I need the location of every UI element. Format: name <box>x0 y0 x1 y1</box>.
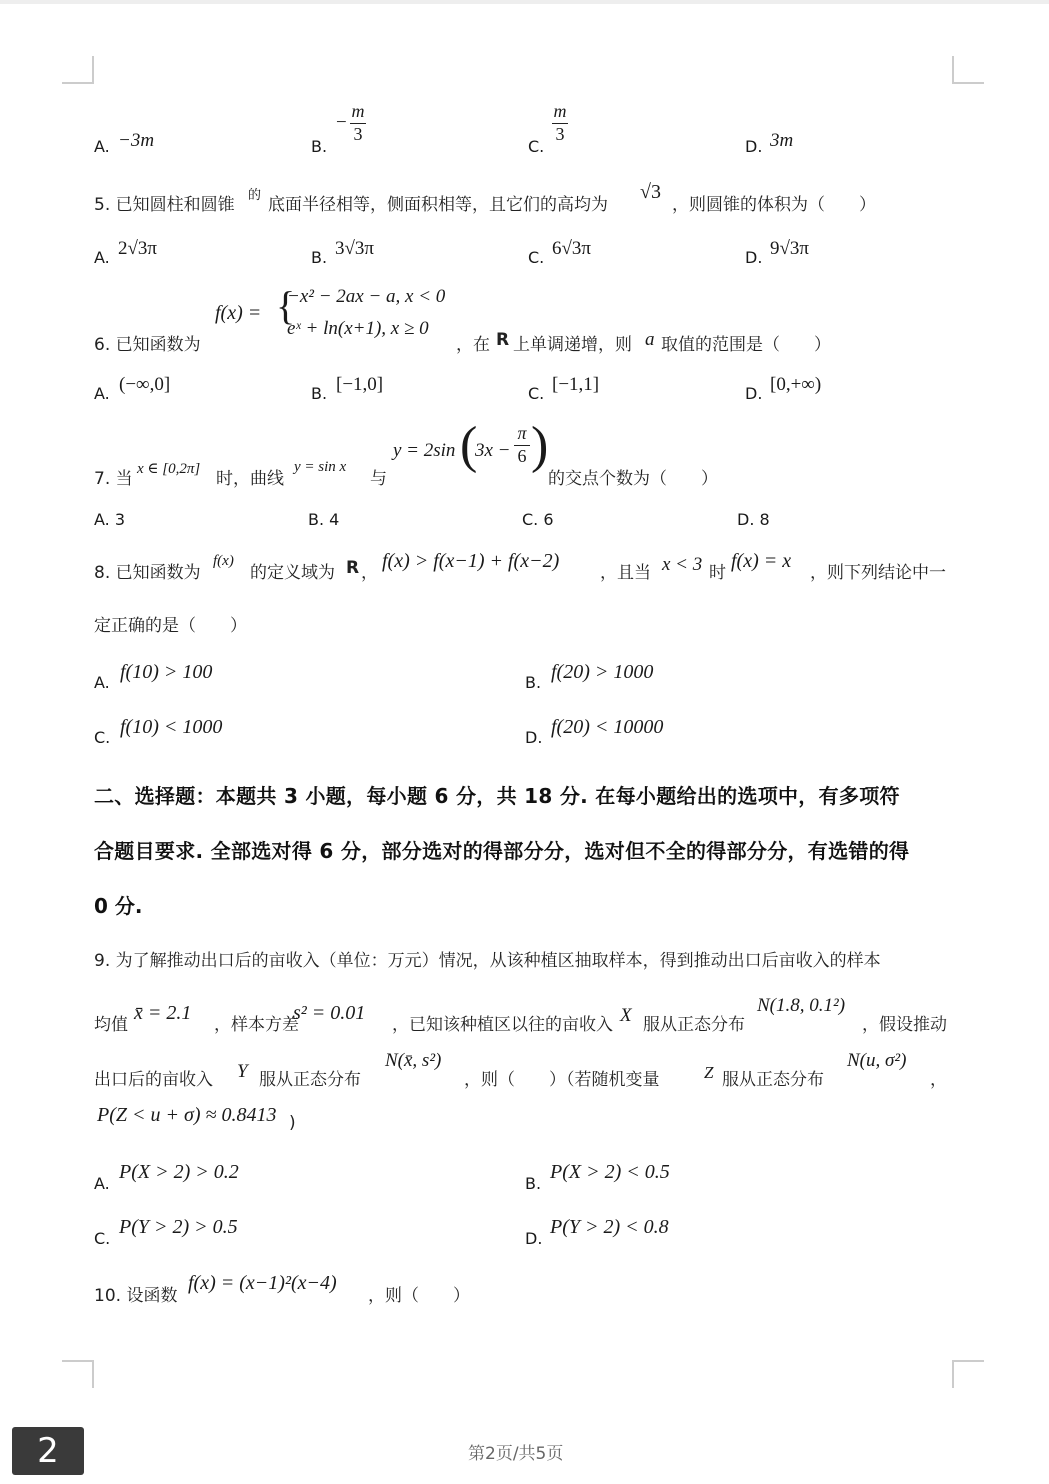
crop-mark-bottom-right <box>952 1360 984 1388</box>
q6-option-d: [0,+∞) <box>770 374 822 395</box>
q4-option-d: 3m <box>770 130 794 151</box>
q6-var-a: a <box>645 329 655 350</box>
q9-dist-y: N(x̄, s²) <box>385 1050 442 1071</box>
q9-l2-text-c: ，已知该种植区以往的亩收入 <box>392 1015 613 1035</box>
q9-option-b: P(X > 2) < 0.5 <box>550 1161 670 1183</box>
q8-option-d-label: D. <box>525 728 543 747</box>
section-2-line-1: 二、选择题：本题共 3 小题，每小题 6 分，共 18 分. 在每小题给出的选项中，有多项符 <box>94 784 900 808</box>
q8-option-b-label: B. <box>525 673 542 692</box>
crop-mark-top-left <box>62 56 94 84</box>
q8-text-b: 的定义域为 <box>250 563 335 583</box>
q4-option-b-sign: − <box>336 112 347 133</box>
q8-option-c: f(10) < 1000 <box>120 716 223 738</box>
q4-option-c-fraction <box>552 102 568 145</box>
crop-mark-bottom-left <box>62 1360 94 1388</box>
q9-sample-variance: s² = 0.01 <box>293 1002 366 1024</box>
q8-option-c-label: C. <box>94 728 111 747</box>
top-border <box>0 0 1049 4</box>
q8-option-d: f(20) < 10000 <box>551 716 664 738</box>
q7-paren-left: ( <box>460 417 478 474</box>
q9-l2-text-d: 服从正态分布 <box>643 1015 745 1035</box>
q5-option-b: 3√3π <box>335 238 375 259</box>
q6-f-lhs: f(x) = <box>215 302 262 324</box>
section-2-line-2: 合题目要求. 全部选对得 6 分，部分选对的得部分分，选对但不全的得部分分，有选错的得 <box>94 839 910 863</box>
q6-case-1: −x² − 2ax − a, x < 0 <box>287 286 446 307</box>
q9-l2-text-e: ，假设推动 <box>862 1015 947 1035</box>
q6-text-d: 取值的范围是（ ） <box>661 335 831 355</box>
q9-l3-text-e: ， <box>930 1070 947 1090</box>
q5-option-c-label: C. <box>528 248 545 267</box>
q8-text-a: 8. 已知函数为 <box>94 563 201 583</box>
q5-option-a-label: A. <box>94 248 110 267</box>
q10-text-b: ，则（ ） <box>368 1286 470 1306</box>
q6-option-c: [−1,1] <box>552 374 600 395</box>
q6-text-b: ，在 <box>456 335 490 355</box>
q6-text-a: 6. 已知函数为 <box>94 335 201 355</box>
q7-option-c: C. 6 <box>522 510 554 529</box>
q9-option-c: P(Y > 2) > 0.5 <box>119 1216 238 1238</box>
q5-text-sup: 的 <box>248 188 262 203</box>
q5-option-b-label: B. <box>311 248 328 267</box>
denominator: 3 <box>353 123 363 144</box>
q9-option-c-label: C. <box>94 1229 111 1248</box>
q9-l3-text-c: ，则（ ）（若随机变量 <box>464 1070 660 1090</box>
q9-var-x: X <box>620 1005 632 1026</box>
q9-l2-text-b: ，样本方差 <box>214 1015 299 1035</box>
numerator: π <box>517 423 527 443</box>
q8-text-c: ，且当 <box>600 563 651 583</box>
q6-text-c: 上单调递增，则 <box>513 335 632 355</box>
q9-option-a: P(X > 2) > 0.2 <box>119 1161 239 1183</box>
section-2-line-3: 0 分. <box>94 894 143 918</box>
q7-text-d: 的交点个数为（ ） <box>548 469 718 489</box>
q6-option-b-label: B. <box>311 384 328 403</box>
q4-option-b-label: B. <box>311 137 328 156</box>
q9-reference-prob: P(Z < u + σ) ≈ 0.8413 <box>97 1104 277 1126</box>
q8-text-e: ，则下列结论中一 <box>810 563 946 583</box>
q7-condition: x ∈ [0,2π] <box>137 461 201 477</box>
q7-fraction <box>514 424 530 467</box>
q4-option-a-label: A. <box>94 137 110 156</box>
q7-option-a: A. 3 <box>94 510 126 529</box>
q9-l2-text-a: 均值 <box>94 1015 128 1035</box>
q7-curve-1: y = sin x <box>294 459 347 475</box>
q5-option-a: 2√3π <box>118 238 158 259</box>
q4-option-b-fraction <box>350 102 366 145</box>
q5-text-a: 5. 已知圆柱和圆锥 <box>94 195 235 215</box>
q8-option-b: f(20) > 1000 <box>551 661 654 683</box>
q9-l3-text-a: 出口后的亩收入 <box>94 1070 213 1090</box>
q4-option-c-label: C. <box>528 137 545 156</box>
q5-text-b: 底面半径相等，侧面积相等，且它们的高均为 <box>268 195 608 215</box>
q5-option-d-label: D. <box>745 248 763 267</box>
q8-text-d: 时 <box>709 563 726 583</box>
q8-option-a: f(10) > 100 <box>120 661 213 683</box>
q7-curve-2-pre: y = 2sin <box>393 440 456 461</box>
q7-paren-right: ) <box>531 417 549 474</box>
q5-height: √3 <box>640 181 661 203</box>
numerator: m <box>351 101 365 121</box>
q9-dist-z: N(u, σ²) <box>847 1050 907 1071</box>
q7-text-b: 时，曲线 <box>216 469 284 489</box>
q8-inequality: f(x) > f(x−1) + f(x−2) <box>382 550 560 572</box>
q8-fx: f(x) <box>213 553 234 569</box>
q9-option-a-label: A. <box>94 1174 110 1193</box>
q9-l3-text-b: 服从正态分布 <box>259 1070 361 1090</box>
q5-option-d: 9√3π <box>770 238 810 259</box>
q8-bold-r: R <box>346 558 360 578</box>
q10-function: f(x) = (x−1)²(x−4) <box>188 1272 337 1294</box>
q6-option-c-label: C. <box>528 384 545 403</box>
q9-line-1: 9. 为了解推动出口后的亩收入（单位：万元）情况，从该种植区抽取样本，得到推动出口后亩收入的样本 <box>94 951 881 971</box>
q9-option-b-label: B. <box>525 1174 542 1193</box>
q6-option-a: (−∞,0] <box>119 374 171 395</box>
q9-l4-close: ) <box>289 1113 296 1133</box>
q4-option-a: −3m <box>118 130 155 151</box>
q9-option-d-label: D. <box>525 1229 543 1248</box>
denominator: 3 <box>555 123 565 144</box>
q7-curve-2-inner: 3x − <box>475 440 511 461</box>
q8-condition: x < 3 <box>662 554 703 575</box>
crop-mark-top-right <box>952 56 984 84</box>
q6-option-a-label: A. <box>94 384 110 403</box>
q9-var-y: Y <box>237 1061 248 1082</box>
q10-text-a: 10. 设函数 <box>94 1286 178 1306</box>
q9-dist-x: N(1.8, 0.1²) <box>757 995 846 1016</box>
denominator: 6 <box>517 445 527 466</box>
q5-text-c: ，则圆锥的体积为（ ） <box>672 195 876 215</box>
q7-option-b: B. 4 <box>308 510 340 529</box>
q9-l3-text-d: 服从正态分布 <box>722 1070 824 1090</box>
q6-bold-r: R <box>496 330 510 350</box>
q5-option-c: 6√3π <box>552 238 592 259</box>
q7-text-c: 与 <box>370 469 387 489</box>
q6-option-d-label: D. <box>745 384 763 403</box>
page-footer: 第2页/共5页 <box>468 1444 564 1464</box>
q4-option-d-label: D. <box>745 137 763 156</box>
q8-equation: f(x) = x <box>731 550 792 572</box>
q6-option-b: [−1,0] <box>336 374 384 395</box>
q7-option-d: D. 8 <box>737 510 770 529</box>
q6-case-2: eˣ + ln(x+1), x ≥ 0 <box>287 318 429 339</box>
page-number-badge: 2 <box>12 1427 84 1475</box>
q9-option-d: P(Y > 2) < 0.8 <box>550 1216 669 1238</box>
q6-brace: { <box>276 283 296 328</box>
q8-text-comma: ， <box>361 563 378 583</box>
q7-text-a: 7. 当 <box>94 469 133 489</box>
numerator: m <box>553 101 567 121</box>
q8-text-f: 定正确的是（ ） <box>94 616 247 636</box>
q9-sample-mean: x̄ = 2.1 <box>134 1002 192 1024</box>
q8-option-a-label: A. <box>94 673 110 692</box>
q9-var-z: Z <box>704 1063 714 1082</box>
